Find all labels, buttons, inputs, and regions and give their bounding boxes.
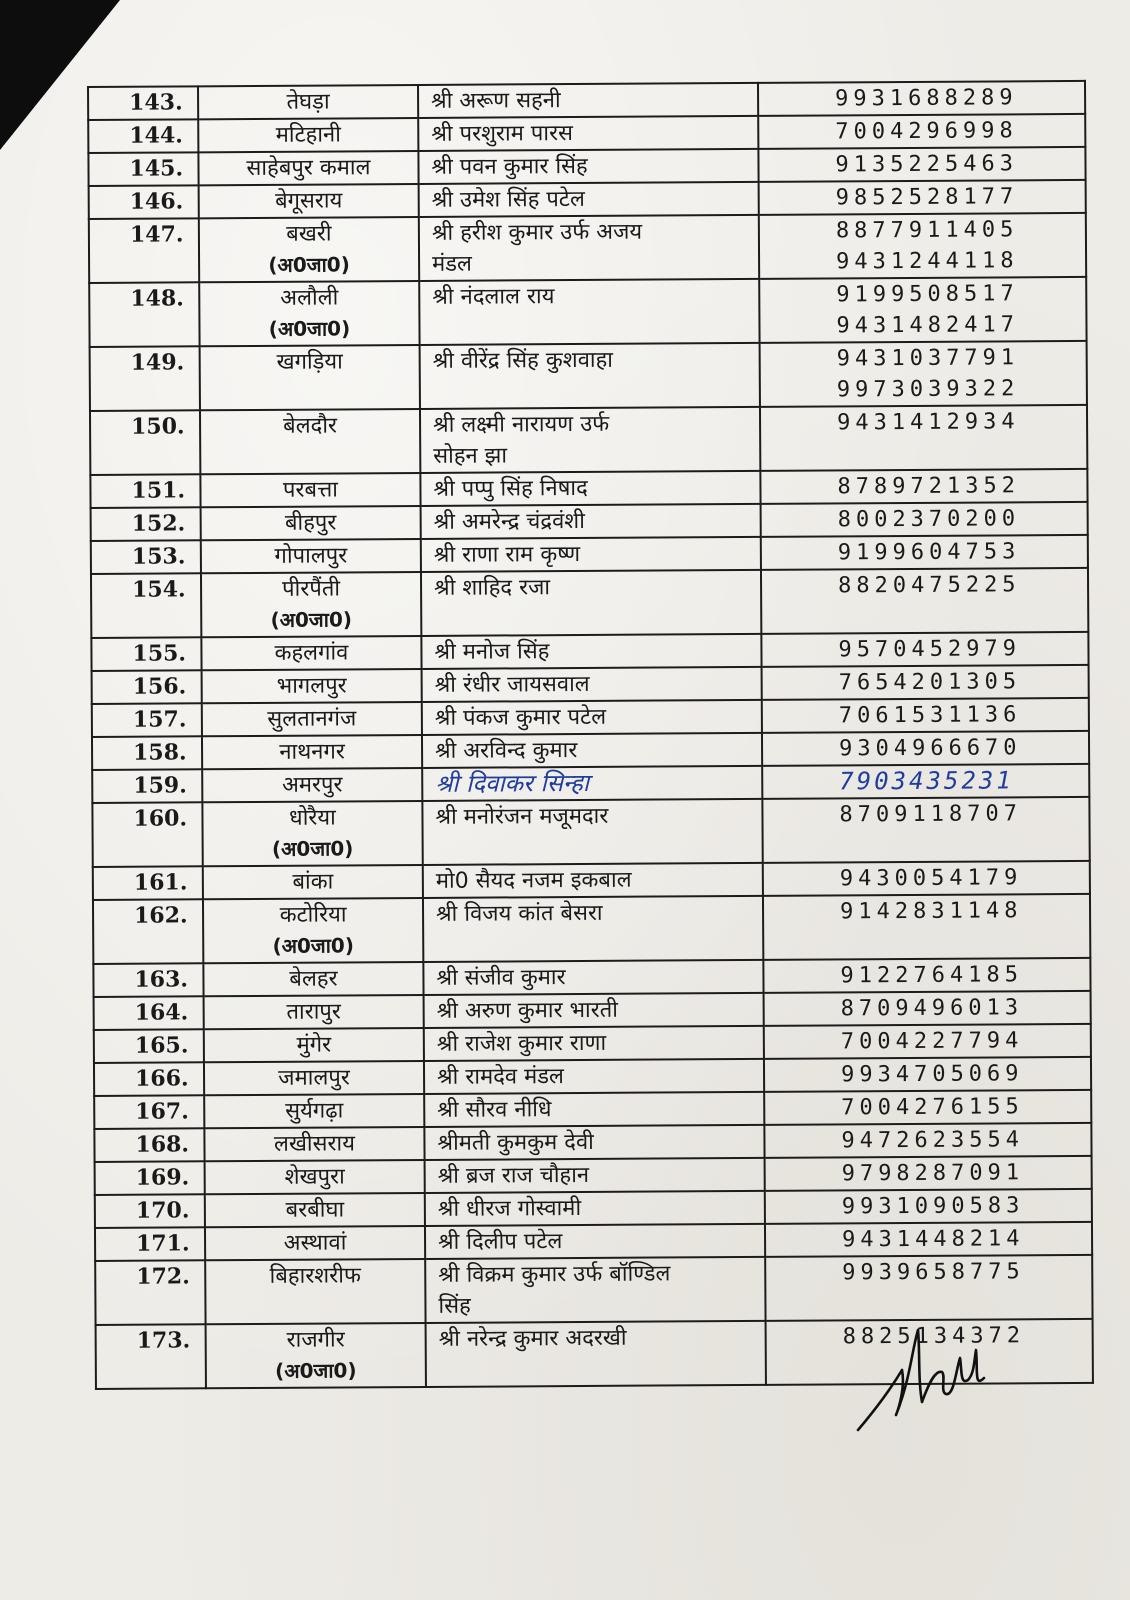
phone-number: 8825134372: [842, 1323, 1026, 1350]
candidate-table: [87, 80, 1094, 1390]
serial-number: 164.: [134, 999, 189, 1026]
phone-cell: [759, 277, 1086, 343]
phone-number: 9939658775: [842, 1259, 1025, 1286]
constituency-cell: [206, 1323, 426, 1388]
phone-number: 9199604753: [837, 539, 1021, 566]
serial-number: 172.: [136, 1263, 190, 1290]
candidate-name-cell: [423, 863, 763, 898]
phone-number: 9472623554: [841, 1127, 1024, 1154]
phone-cell: [761, 502, 1088, 537]
candidate-name: श्री नरेन्द्र कुमार अदरखी: [438, 1325, 627, 1352]
constituency-name: बांका: [292, 869, 334, 895]
candidate-name-cell: [425, 1158, 765, 1193]
phone-cell: [762, 665, 1089, 700]
constituency-category: (अ0जा0): [271, 836, 354, 861]
candidate-name: श्री विक्रम कुमार उर्फ बॉण्डिल: [438, 1261, 671, 1288]
phone-number: 9852528177: [835, 184, 1019, 211]
phone-cell: [761, 632, 1088, 667]
phone-number: 7061531136: [838, 702, 1022, 729]
candidate-name-cell: [421, 570, 761, 636]
candidate-name-cell: [423, 960, 763, 995]
phone-cell: [760, 341, 1087, 407]
candidate-name: श्री राजेश कुमार राणा: [436, 1030, 607, 1057]
candidate-name: श्री अरविन्द कुमार: [434, 738, 578, 764]
constituency-name: गोपालपुर: [274, 543, 348, 569]
constituency-cell: [203, 865, 423, 899]
constituency-name: बिहारशरीफ: [269, 1263, 361, 1289]
candidate-name-cell: [418, 83, 758, 118]
constituency-name: बेलदौर: [283, 413, 338, 439]
phone-cell: [764, 991, 1091, 1026]
constituency-cell: [198, 151, 418, 185]
candidate-name: मो0 सैयद नजम इकबाल: [435, 867, 632, 894]
serial-number: 161.: [133, 869, 188, 896]
candidate-name: श्री मनोज सिंह: [434, 639, 550, 665]
serial-number-cell: [92, 670, 202, 704]
serial-number-cell: [90, 346, 200, 411]
serial-number-cell: [95, 1194, 205, 1228]
candidate-name: श्री राणा राम कृष्ण: [433, 541, 581, 568]
constituency-cell: [202, 768, 422, 802]
constituency-name: बीहपुर: [284, 510, 337, 536]
serial-number: 147.: [129, 221, 184, 248]
candidate-name-cell: [426, 1321, 766, 1387]
candidate-name: श्री शाहिद रजा: [433, 575, 551, 601]
constituency-category: (अ0जा0): [270, 607, 353, 632]
serial-number-cell: [89, 218, 199, 283]
candidate-name-cell: [424, 1125, 764, 1160]
candidate-name-cell: [424, 1059, 764, 1094]
constituency-name: शेखपुरा: [284, 1164, 345, 1190]
candidate-name-cell: [422, 667, 762, 702]
table-row: [91, 568, 1088, 638]
serial-number: 156.: [132, 673, 187, 700]
candidate-name: श्री पप्पु सिंह निषाद: [433, 475, 588, 502]
serial-number-cell: [92, 703, 202, 737]
phone-number: 9431412934: [836, 409, 1020, 436]
serial-number: 170.: [135, 1197, 190, 1224]
serial-number: 150.: [131, 413, 185, 440]
table-row: [93, 894, 1090, 964]
constituency-name: अमरपुर: [281, 772, 343, 798]
candidate-name-cell: [424, 993, 764, 1028]
candidate-name: श्री अरूण सहनी: [431, 88, 561, 114]
serial-number-cell: [94, 1029, 204, 1063]
phone-number: 7654201305: [838, 669, 1022, 696]
serial-number-cell: [94, 1062, 204, 1096]
serial-number-cell: [94, 996, 204, 1030]
constituency-cell: [204, 1028, 424, 1062]
constituency-cell: [202, 801, 422, 866]
constituency-name: भागलपुर: [276, 673, 347, 699]
candidate-name-cell: [419, 182, 759, 217]
serial-number: 152.: [131, 510, 186, 537]
serial-number: 169.: [135, 1164, 190, 1191]
candidate-name: श्री विजय कांत बेसरा: [435, 900, 603, 927]
candidate-name: श्री अरुण कुमार भारती: [436, 997, 619, 1024]
serial-number-cell: [91, 637, 201, 671]
constituency-name: तेघड़ा: [286, 89, 330, 115]
constituency-category: (अ0जा0): [272, 933, 355, 958]
serial-number: 168.: [135, 1131, 190, 1158]
constituency-name: तारापुर: [286, 999, 341, 1025]
phone-number: 7903435231: [839, 766, 1014, 796]
phone-cell: [763, 958, 1090, 993]
constituency-name: बेलहर: [289, 966, 338, 992]
constituency-cell: [202, 702, 422, 736]
serial-number-cell: [88, 86, 198, 120]
candidate-name: श्री पंकज कुमार पटेल: [434, 704, 607, 731]
constituency-cell: [205, 1160, 425, 1194]
constituency-cell: [198, 85, 418, 119]
constituency-name: मुंगेर: [296, 1032, 332, 1058]
candidate-name-cell: [421, 634, 761, 669]
phone-cell: [765, 1189, 1092, 1224]
constituency-name: कहलगांव: [274, 640, 349, 666]
phone-cell: [759, 213, 1086, 279]
serial-number: 159.: [133, 772, 187, 799]
serial-number: 155.: [132, 640, 187, 667]
phone-cell: [765, 1222, 1092, 1257]
serial-number: 146.: [129, 188, 184, 215]
constituency-cell: [199, 281, 419, 346]
candidate-name-cell: [422, 733, 762, 768]
serial-number-cell: [93, 963, 203, 997]
candidate-name-cell: [421, 504, 761, 539]
constituency-cell: [202, 669, 422, 703]
candidate-name: श्री रंधीर जायसवाल: [434, 671, 590, 698]
phone-cell: [758, 147, 1085, 182]
phone-cell: [758, 114, 1085, 149]
phone-number: 9122764185: [840, 962, 1023, 989]
constituency-cell: [203, 898, 423, 963]
constituency-cell: [199, 184, 419, 218]
phone-cell: [760, 405, 1087, 471]
serial-number-cell: [89, 282, 199, 347]
candidate-name: श्री लक्ष्मी नारायण उर्फ: [433, 411, 610, 438]
candidate-name: श्री ब्रज राज चौहान: [437, 1162, 590, 1189]
candidate-name-cell: [420, 471, 760, 506]
constituency-name: जमालपुर: [278, 1065, 350, 1091]
candidate-name-cell: [418, 149, 758, 184]
constituency-category: (अ0जा0): [268, 252, 350, 277]
constituency-cell: [205, 1193, 425, 1227]
constituency-cell: [200, 345, 420, 410]
serial-number: 165.: [134, 1032, 189, 1059]
constituency-name: मटिहानी: [275, 122, 341, 148]
phone-number: 9431482417: [836, 312, 1020, 339]
constituency-cell: [201, 572, 421, 637]
table-row: [89, 277, 1086, 347]
candidate-name-cell: [421, 537, 761, 572]
serial-number-cell: [91, 573, 201, 638]
candidate-name: श्री रामदेव मंडल: [436, 1064, 565, 1090]
constituency-cell: [204, 1061, 424, 1095]
constituency-cell: [198, 118, 418, 152]
serial-number: 153.: [131, 543, 186, 570]
phone-number: 9199508517: [836, 281, 1019, 308]
candidate-name: श्रीमती कुमकुम देवी: [437, 1129, 594, 1156]
serial-number-cell: [95, 1227, 205, 1261]
constituency-name: अलौली: [280, 285, 339, 311]
serial-number: 144.: [129, 122, 183, 149]
constituency-name: बरबीघा: [285, 1197, 345, 1223]
candidate-name: सोहन झा: [433, 443, 508, 469]
serial-number-cell: [92, 769, 202, 803]
candidate-name-cell: [425, 1191, 765, 1226]
serial-number-cell: [88, 152, 198, 186]
candidate-name: श्री उमेश सिंह पटेल: [431, 186, 585, 213]
constituency-name: राजगीर: [286, 1327, 345, 1353]
phone-number: 7004296998: [835, 118, 1018, 145]
phone-cell: [759, 180, 1086, 215]
phone-cell: [761, 568, 1088, 634]
constituency-name: सुर्यगढ़ा: [285, 1098, 344, 1124]
serial-number-cell: [90, 410, 200, 475]
candidate-name: श्री वीरेंद्र सिंह कुशवाहा: [432, 347, 614, 374]
candidate-name-cell: [419, 215, 759, 281]
candidate-name: सिंह: [438, 1293, 471, 1319]
serial-number-cell: [88, 119, 198, 153]
candidate-name-cell: [422, 799, 762, 865]
constituency-name: अस्थावां: [283, 1230, 347, 1256]
constituency-cell: [205, 1226, 425, 1260]
constituency-cell: [204, 995, 424, 1029]
candidate-name: श्री मनोरंजन मजूमदार: [435, 803, 609, 830]
candidate-name-cell: [424, 1026, 764, 1061]
candidate-name-cell: [422, 700, 762, 735]
candidate-name: श्री हरीश कुमार उर्फ अजय: [431, 219, 643, 246]
serial-number-cell: [91, 507, 201, 541]
serial-number: 166.: [134, 1065, 189, 1092]
phone-number: 8877911405: [835, 217, 1019, 244]
table-row: [92, 797, 1089, 867]
signature: [850, 1310, 1000, 1440]
serial-number: 151.: [131, 477, 186, 504]
serial-number-cell: [89, 185, 199, 219]
constituency-cell: [203, 962, 423, 996]
serial-number: 171.: [135, 1230, 190, 1257]
serial-number: 160.: [133, 805, 188, 832]
table-row: [89, 213, 1086, 283]
serial-number: 149.: [130, 349, 185, 376]
constituency-name: बेगूसराय: [274, 188, 343, 214]
constituency-name: साहेबपुर कमाल: [246, 155, 371, 182]
phone-number: 9973039322: [836, 376, 1020, 403]
phone-number: 8820475225: [837, 572, 1021, 599]
constituency-cell: [205, 1259, 425, 1324]
phone-number: 8789721352: [837, 473, 1020, 500]
phone-number: 9931090583: [841, 1193, 1025, 1220]
serial-number: 162.: [133, 902, 188, 929]
constituency-category: (अ0जा0): [268, 316, 351, 341]
candidate-name-cell: [422, 766, 762, 801]
constituency-cell: [200, 409, 420, 474]
serial-number-cell: [94, 1095, 204, 1129]
serial-number: 145.: [129, 155, 184, 182]
candidate-name: श्री धीरज गोस्वामी: [437, 1196, 582, 1222]
constituency-name: नाथनगर: [279, 739, 345, 765]
constituency-name: सुलतानगंज: [267, 706, 357, 732]
phone-number: 9931688289: [835, 85, 1018, 112]
constituency-name: धोरैया: [289, 805, 336, 831]
serial-number-cell: [95, 1260, 205, 1325]
phone-cell: [764, 1123, 1091, 1158]
phone-cell: [764, 1024, 1091, 1059]
phone-number: 9304966670: [838, 735, 1022, 762]
serial-number-cell: [92, 802, 202, 867]
phone-cell: [761, 535, 1088, 570]
serial-number-cell: [93, 899, 203, 964]
phone-number: 9934705069: [840, 1061, 1024, 1088]
candidate-name: श्री दिलीप पटेल: [437, 1229, 563, 1255]
serial-number-cell: [90, 474, 200, 508]
constituency-cell: [202, 735, 422, 769]
candidate-table-body: [88, 81, 1093, 1389]
constituency-cell: [204, 1094, 424, 1128]
phone-number: 8709118707: [839, 801, 1022, 828]
candidate-name-cell: [420, 343, 760, 409]
phone-cell: [763, 861, 1090, 896]
candidate-name-cell: [424, 1092, 764, 1127]
candidate-name: श्री परशुराम पारस: [431, 121, 574, 147]
candidate-name: श्री सौरव नीधि: [437, 1097, 552, 1123]
constituency-cell: [201, 636, 421, 670]
phone-number: 9431037791: [836, 345, 1020, 372]
phone-cell: [762, 698, 1089, 733]
phone-number: 9135225463: [835, 151, 1019, 178]
constituency-cell: [199, 217, 419, 282]
constituency-cell: [201, 539, 421, 573]
constituency-cell: [201, 506, 421, 540]
phone-number: 9430054179: [839, 865, 1023, 892]
candidate-name-cell: [418, 116, 758, 151]
candidate-name-cell: [425, 1257, 765, 1323]
phone-number: 9570452979: [838, 636, 1021, 663]
phone-number: 9431448214: [841, 1226, 1025, 1253]
phone-cell: [764, 1057, 1091, 1092]
candidate-name-cell: [425, 1224, 765, 1259]
serial-number: 154.: [131, 576, 186, 603]
constituency-name: पीरपैंती: [282, 576, 341, 602]
constituency-name: लखीसराय: [273, 1131, 356, 1157]
phone-cell: [758, 81, 1085, 116]
phone-cell: [765, 1156, 1092, 1191]
constituency-cell: [204, 1127, 424, 1161]
serial-number-cell: [95, 1161, 205, 1195]
serial-number-cell: [93, 866, 203, 900]
phone-cell: [764, 1090, 1091, 1125]
phone-number: 9142831148: [839, 898, 1023, 925]
table-row: [90, 341, 1087, 411]
phone-number: 7004276155: [841, 1094, 1024, 1121]
phone-cell: [762, 731, 1089, 766]
table-row: [90, 405, 1087, 475]
serial-number-cell: [91, 540, 201, 574]
constituency-name: परबत्ता: [282, 477, 339, 503]
candidate-name-cell: [419, 279, 759, 345]
phone-number: 7004227794: [840, 1028, 1024, 1055]
serial-number: 143.: [129, 89, 183, 116]
serial-number-cell: [96, 1324, 206, 1389]
serial-number: 173.: [136, 1327, 191, 1354]
constituency-name: कटोरिया: [279, 902, 347, 928]
serial-number-cell: [92, 736, 202, 770]
phone-cell: [760, 469, 1087, 504]
candidate-name: श्री पवन कुमार सिंह: [431, 153, 588, 180]
constituency-name: खगड़िया: [276, 349, 343, 375]
constituency-name: बखरी: [286, 221, 332, 247]
candidate-name: मंडल: [432, 251, 473, 277]
serial-number-cell: [94, 1128, 204, 1162]
constituency-cell: [200, 473, 420, 507]
candidate-name: श्री दिवाकर सिन्हा: [435, 768, 590, 798]
phone-cell: [762, 797, 1089, 863]
constituency-category: (अ0जा0): [275, 1358, 357, 1383]
candidate-name-cell: [420, 407, 760, 473]
phone-number: 8709496013: [840, 995, 1024, 1022]
phone-number: 9431244118: [836, 248, 1019, 275]
phone-cell: [763, 894, 1090, 960]
serial-number: 163.: [134, 966, 189, 993]
phone-number: 8002370200: [837, 506, 1021, 533]
candidate-name: श्री अमरेन्द्र चंद्रवंशी: [433, 508, 585, 535]
serial-number: 167.: [135, 1098, 189, 1125]
phone-cell: [762, 764, 1089, 799]
phone-number: 9798287091: [841, 1160, 1025, 1187]
candidate-name: श्री नंदलाल राय: [432, 284, 555, 310]
serial-number: 148.: [130, 285, 184, 312]
serial-number: 157.: [132, 706, 187, 733]
serial-number: 158.: [132, 739, 187, 766]
candidate-name-cell: [423, 896, 763, 962]
candidate-name: श्री संजीव कुमार: [436, 965, 566, 991]
